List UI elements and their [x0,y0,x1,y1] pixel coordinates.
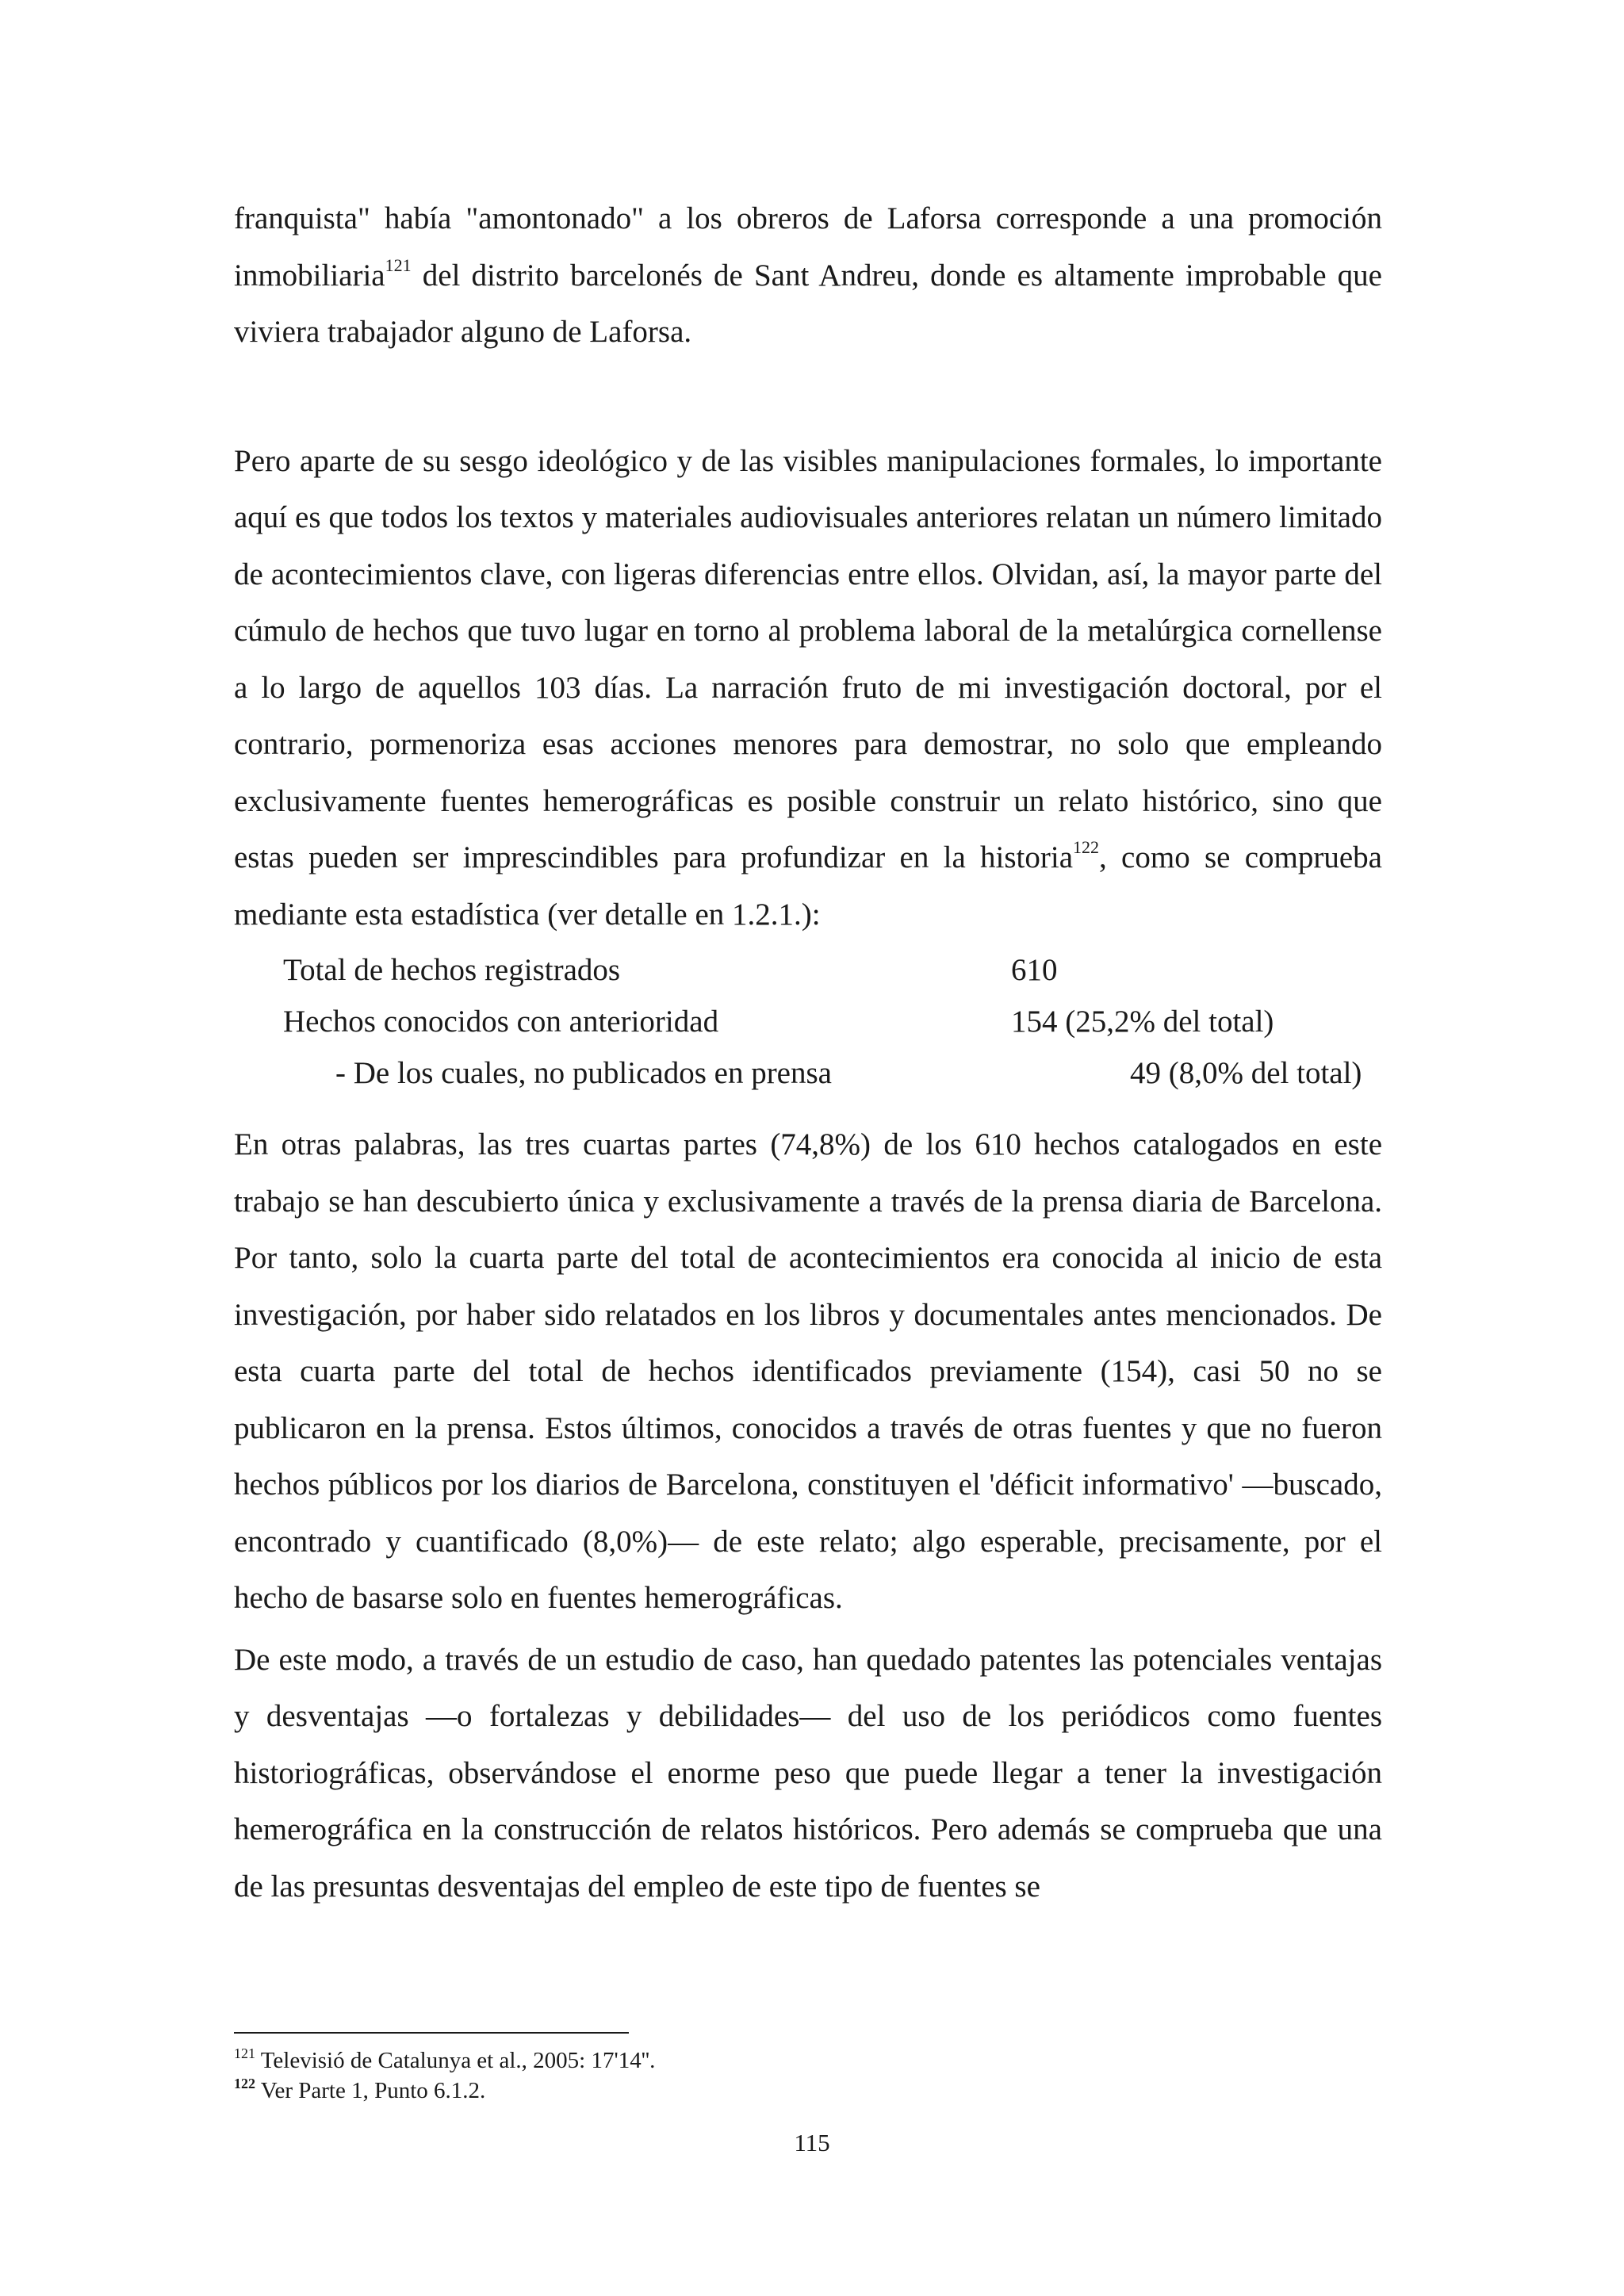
statistics-table [234,943,1382,1099]
footnote-text: Ver Parte 1, Punto 6.1.2. [255,2078,486,2103]
footnote-number: 121 [234,2045,255,2061]
footnote-text: Televisió de Catalunya et al., 2005: 17'14''. [255,2048,656,2073]
paragraph-1 [234,190,1382,361]
paragraph-2-text-b: , como se comprueba mediante esta estadística (ver detalle en 1.2.1.): [234,840,1382,932]
footnote-number: 122 [234,2076,255,2091]
stat-label: Total de hechos registrados [283,953,621,987]
paragraph-2 [234,433,1382,943]
footnote-ref-122[interactable]: 122 [1073,837,1100,857]
footnotes [234,2045,1382,2106]
stat-row-unpublished [234,1047,1382,1099]
paragraph-1-text-b: del distrito barcelonés de Sant Andreu, donde es altamente improbable que viviera trabajador alguno de Laforsa. [234,258,1382,349]
stat-value: 154 (25,2% del total) [1011,1004,1274,1039]
footnote-121 [234,2045,1382,2076]
stat-value: 49 (8,0% del total) [1130,1056,1362,1090]
stat-label: Hechos conocidos con anterioridad [283,1004,719,1039]
stat-label: - De los cuales, no publicados en prensa [335,1056,832,1090]
paragraph-4: De este modo, a través de un estudio de caso, han quedado patentes las potenciales ventajas y desventajas —o fortalezas y debilidades— del uso de los periódicos como fuentes historiográficas, observándose el enorme peso que puede llegar a tener la investigación hemerográfica en la construcción de relatos históricos. Pero además se comprueba que una de las presuntas desventajas del empleo de este tipo de fuentes se [234,1642,1382,1904]
page-number: 115 [794,2129,830,2156]
footnote-divider [234,2032,629,2034]
paragraph-1-text-a: franquista" había "amontonado" a los obreros de Laforsa corresponde a una promoción inmobiliaria [234,201,1382,293]
stat-value: 610 [1011,953,1058,987]
stat-row-known [234,996,1382,1047]
paragraph-2-text-a: Pero aparte de su sesgo ideológico y de las visibles manipulaciones formales, lo importante aquí es que todos los textos y materiales audiovisuales anteriores relatan un número limitado de acontecimientos clave, con ligeras diferencias entre ellos. Olvidan, así, la mayor parte del cúmulo de hechos que tuvo lugar en torno al problema laboral de la metalúrgica cornellense a lo largo de aquellos 103 días. La narración fruto de mi investigación doctoral, por el contrario, pormenoriza esas acciones menores para demostrar, no solo que empleando exclusivamente fuentes hemerográficas es posible construir un relato histórico, sino que estas pueden ser imprescindibles para profundizar en la historia [234,443,1382,874]
page-body [234,190,1382,1915]
footnote-ref-121[interactable]: 121 [385,254,412,275]
footnote-122 [234,2076,1382,2106]
stat-row-total [234,944,1382,996]
paragraph-3: En otras palabras, las tres cuartas partes (74,8%) de los 610 hechos catalogados en este trabajo se han descubierto única y exclusivamente a través de la prensa diaria de Barcelona. Por tanto, solo la cuarta parte del total de acontecimientos era conocida al inicio de esta investigación, por haber sido relatados en los libros y documentales antes mencionados. De esta cuarta parte del total de hechos identificados previamente (154), casi 50 no se publicaron en la prensa. Estos últimos, conocidos a través de otras fuentes y que no fueron hechos públicos por los diarios de Barcelona, constituyen el 'déficit informativo' —buscado, encontrado y cuantificado (8,0%)— de este relato; algo esperable, precisamente, por el hecho de basarse solo en fuentes hemerográficas. [234,1127,1382,1615]
